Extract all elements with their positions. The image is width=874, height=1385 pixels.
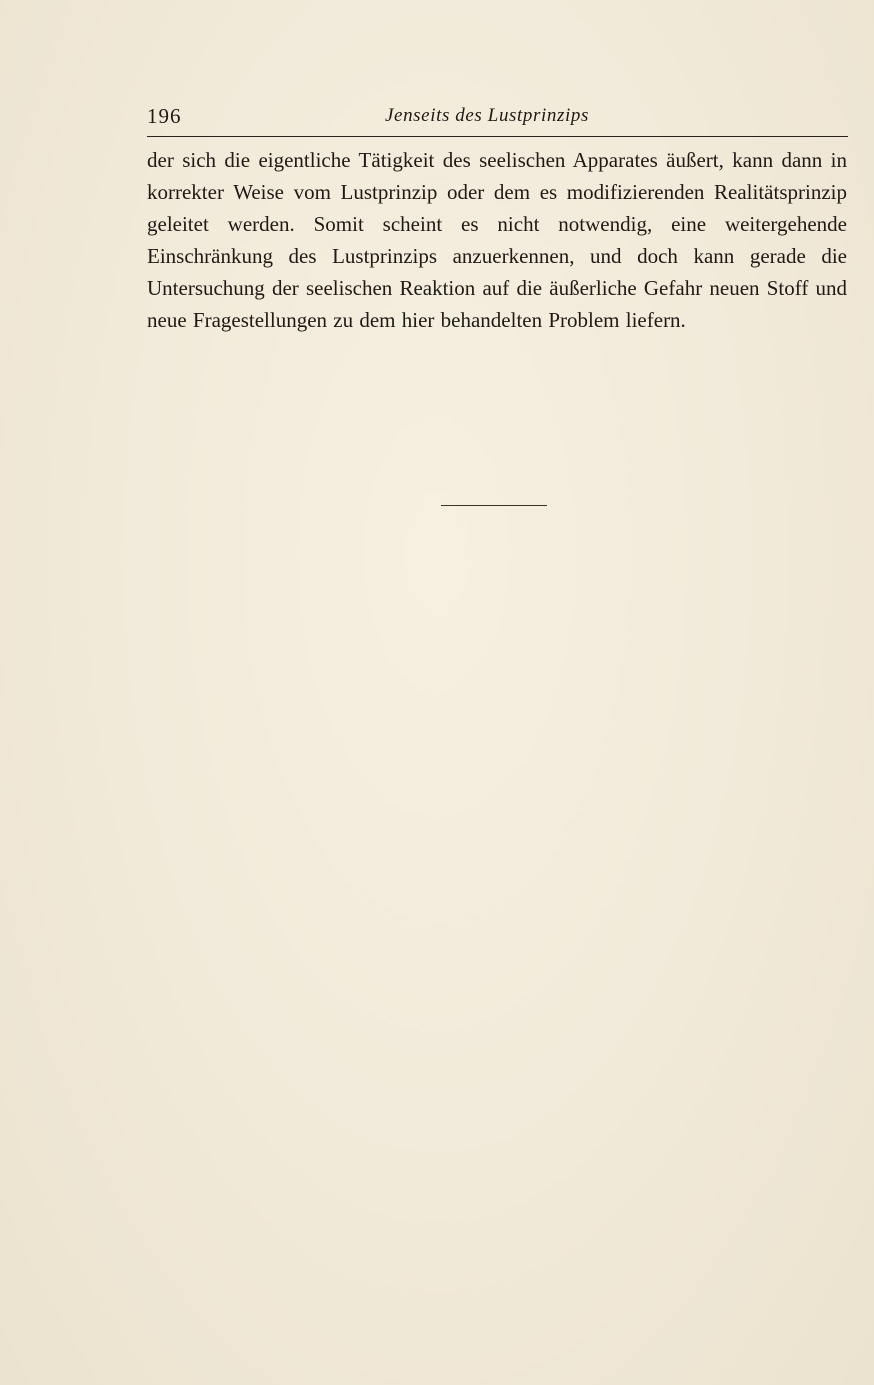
page-header (147, 104, 847, 134)
header-rule (147, 136, 848, 137)
page-number: 196 (147, 104, 182, 128)
running-title: Jenseits des Lustprinzips (385, 105, 589, 126)
section-end-rule (441, 505, 547, 506)
body-paragraph: der sich die eigentliche Tätigkeit des seelischen Apparates äußert, kann dann in korrekter Weise vom Lustprinzip oder dem es modifizierenden Realitätsprinzip geleitet werden. Somit scheint es nicht notwendig, eine weitergehende Einschränkung des Lustprinzips anzuerkennen, und doch kann gerade die Untersuchung der seelischen Reaktion auf die äußerliche Gefahr neuen Stoff und neue Fragestellungen zu dem hier behandelten Problem liefern. (147, 148, 847, 332)
